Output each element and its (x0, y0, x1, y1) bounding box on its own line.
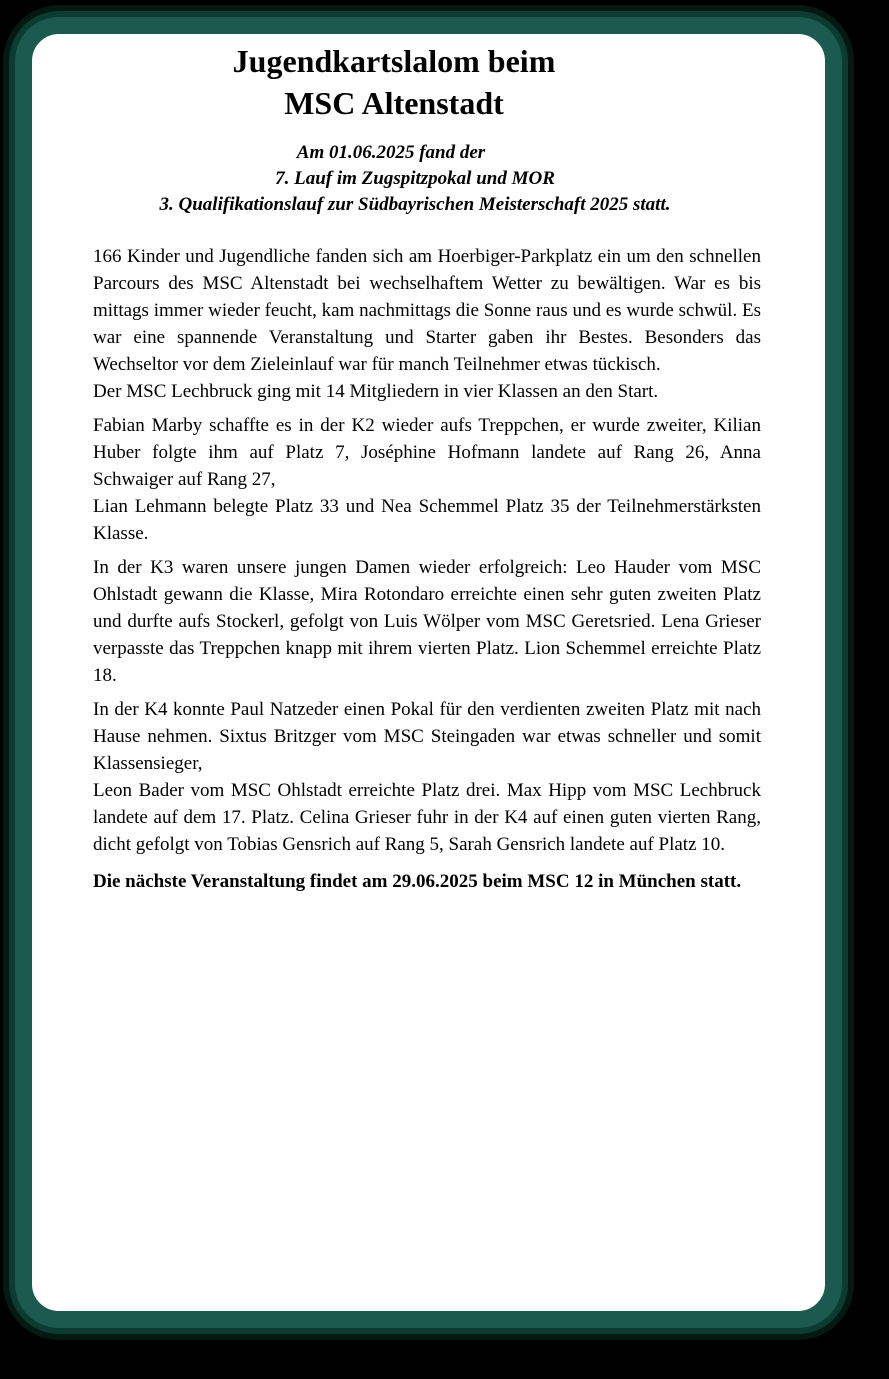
event-subtitle (93, 140, 737, 218)
paragraph-text: Lian Lehmann belegte Platz 33 und Nea Schemmel Platz 35 der Teilnehmerstärksten Klasse. (93, 496, 761, 544)
report-card (15, 17, 842, 1328)
paragraph-text: 166 Kinder und Jugendliche fanden sich am Hoerbiger-Parkplatz ein um den schnellen Parcours des MSC Altenstadt bei wechselhaftem Wetter zu bewältigen. War es bis mittags immer wieder feucht, kam nachmittags die Sonne raus und es wurde schwül. Es war eine spannende Veranstaltung und Starter gaben ihr Bestes. Besonders das Wechseltor vor dem Zieleinlauf war für manch Teilnehmer etwas tückisch. (93, 246, 761, 375)
paragraph-class-k2 (93, 412, 761, 547)
page-title (93, 40, 695, 124)
article-body (93, 243, 761, 895)
article (32, 34, 825, 895)
paragraph-event-overview (93, 243, 761, 405)
paragraph-text: Leon Bader vom MSC Ohlstadt erreichte Platz drei. Max Hipp vom MSC Lechbruck landete auf dem 17. Platz. Celina Grieser fuhr in der K4 auf einen guten vierten Rang, dicht gefolgt von Tobias Gensrich auf Rang 5, Sarah Gensrich landete auf Platz 10. (93, 780, 761, 855)
paragraph-text: In der K3 waren unsere jungen Damen wieder erfolgreich: Leo Hauder vom MSC Ohlstadt gewann die Klasse, Mira Rotondaro erreichte einen sehr guten zweiten Platz und durfte aufs Stockerl, gefolgt von Luis Wölper vom MSC Geretsried. Lena Grieser verpasste das Treppchen knapp mit ihrem vierten Platz. Lion Schemmel erreichte Platz 18. (93, 557, 761, 686)
paragraph-text: In der K4 konnte Paul Natzeder einen Pokal für den verdienten zweiten Platz mit nach Hause nehmen. Sixtus Britzger vom MSC Steingaden war etwas schneller und somit Klassensieger, (93, 699, 761, 774)
page-title-line-1: Jugendkartslalom beim (232, 43, 556, 79)
closing-note: Die nächste Veranstaltung findet am 29.06.2025 beim MSC 12 in München statt. (93, 871, 742, 892)
subtitle-line-2: 7. Lauf im Zugspitzpokal und MOR (275, 168, 555, 189)
paragraph-text: Der MSC Lechbruck ging mit 14 Mitgliedern in vier Klassen an den Start. (93, 381, 659, 402)
subtitle-line-3: 3. Qualifikationslauf zur Südbayrischen Meisterschaft 2025 statt. (159, 194, 671, 215)
subtitle-line-1: Am 01.06.2025 fand der (296, 142, 486, 163)
page-title-line-2: MSC Altenstadt (284, 85, 504, 121)
paragraph-class-k4 (93, 696, 761, 858)
paragraph-text: Fabian Marby schaffte es in der K2 wieder aufs Treppchen, er wurde zweiter, Kilian Huber folgte ihm auf Platz 7, Joséphine Hofmann landete auf Rang 26, Anna Schwaiger auf Rang 27, (93, 415, 761, 490)
paragraph-class-k3 (93, 554, 761, 689)
